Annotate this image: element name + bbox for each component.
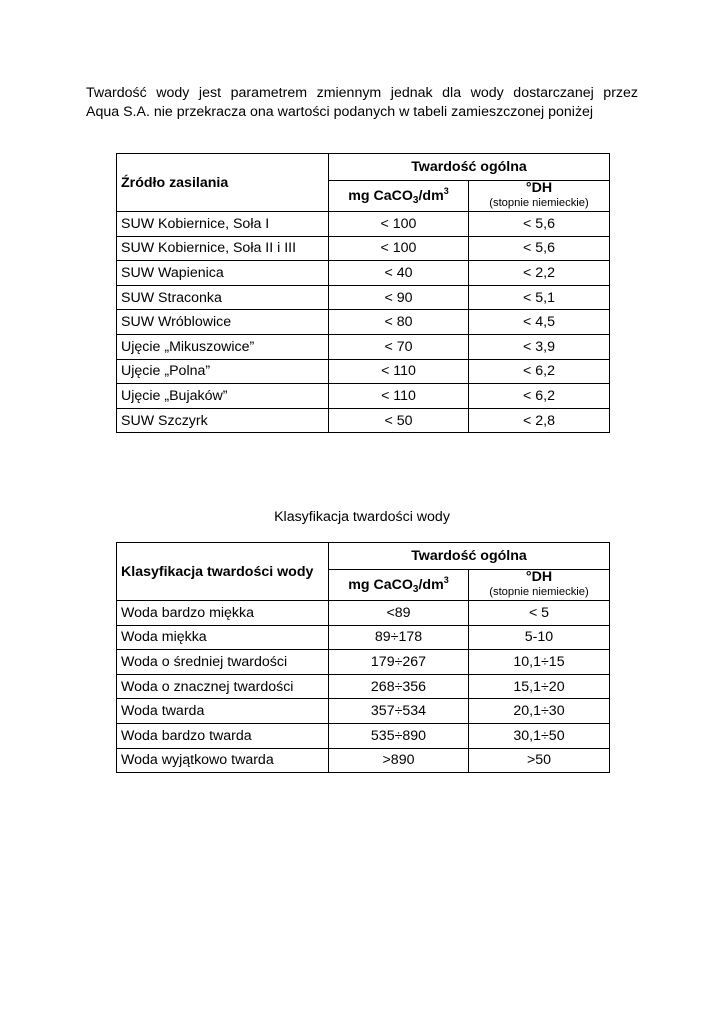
cell-name: Ujęcie „Mikuszowice” <box>117 334 329 359</box>
cell-degrees-dh: 20,1÷30 <box>469 699 610 724</box>
classification-caption: Klasyfikacja twardości wody <box>274 509 450 525</box>
cell-degrees-dh: 10,1÷15 <box>469 650 610 675</box>
cell-name: Woda twarda <box>117 699 329 724</box>
header-mg-caco3: mg $CaCO_3/dm^3$ <box>329 181 469 212</box>
cell-name: SUW Wróblowice <box>117 310 329 335</box>
table-row <box>117 699 610 724</box>
cell-degrees-dh: < 6,2 <box>469 384 610 409</box>
table-row <box>117 334 610 359</box>
intro-line-2: Aqua S.A. nie przekracza ona wartości podanych w tabeli zamieszczonej poniżej <box>86 104 594 120</box>
header-mg-caco3: mg $CaCO_3/dm^3$ <box>329 570 469 601</box>
cell-degrees-dh: < 5 <box>469 601 610 626</box>
cell-name: Ujęcie „Bujaków” <box>117 384 329 409</box>
cell-degrees-dh: < 3,9 <box>469 334 610 359</box>
cell-name: Ujęcie „Polna” <box>117 359 329 384</box>
cell-mg-caco3: <89 <box>329 601 469 626</box>
cell-mg-caco3: < 50 <box>329 408 469 433</box>
cell-degrees-dh: 15,1÷20 <box>469 674 610 699</box>
header-degrees-dh: °DH (stopnie niemieckie) <box>469 181 610 212</box>
cell-mg-caco3: 357÷534 <box>329 699 469 724</box>
cell-degrees-dh: < 4,5 <box>469 310 610 335</box>
cell-name: SUW Wapienica <box>117 261 329 286</box>
cell-mg-caco3: 179÷267 <box>329 650 469 675</box>
cell-name: Woda bardzo miękka <box>117 601 329 626</box>
cell-mg-caco3: < 40 <box>329 261 469 286</box>
cell-degrees-dh: < 5,1 <box>469 285 610 310</box>
cell-degrees-dh: < 2,8 <box>469 408 610 433</box>
cell-name: SUW Straconka <box>117 285 329 310</box>
cell-name: Woda o średniej twardości <box>117 650 329 675</box>
table-row <box>117 674 610 699</box>
header-classification: Klasyfikacja twardości wody <box>117 543 329 601</box>
cell-mg-caco3: 89÷178 <box>329 625 469 650</box>
cell-mg-caco3: < 80 <box>329 310 469 335</box>
cell-degrees-dh: 30,1÷50 <box>469 723 610 748</box>
table-row <box>117 625 610 650</box>
cell-name: Woda o znacznej twardości <box>117 674 329 699</box>
table-row <box>117 261 610 286</box>
cell-degrees-dh: < 5,6 <box>469 236 610 261</box>
header-dh-note: (stopnie niemieckie) <box>489 586 589 598</box>
header-total-hardness: Twardość ogólna <box>329 154 610 181</box>
cell-degrees-dh: < 5,6 <box>469 212 610 237</box>
table-row <box>117 384 610 409</box>
table-row <box>117 723 610 748</box>
intro-line-1: Twardość wody jest parametrem zmiennym jednak dla wody dostarczanej przez <box>86 85 638 101</box>
cell-mg-caco3: < 100 <box>329 236 469 261</box>
intro-paragraph <box>86 84 638 122</box>
cell-name: SUW Kobiernice, Soła II i III <box>117 236 329 261</box>
supply-hardness-table <box>116 153 610 433</box>
table-row <box>117 310 610 335</box>
table-row <box>117 601 610 626</box>
header-degrees-dh: °DH (stopnie niemieckie) <box>469 570 610 601</box>
table-row <box>117 748 610 773</box>
cell-mg-caco3: 535÷890 <box>329 723 469 748</box>
cell-degrees-dh: 5-10 <box>469 625 610 650</box>
cell-mg-caco3: < 110 <box>329 384 469 409</box>
cell-mg-caco3: >890 <box>329 748 469 773</box>
cell-name: SUW Kobiernice, Soła I <box>117 212 329 237</box>
cell-degrees-dh: < 6,2 <box>469 359 610 384</box>
table-row <box>117 212 610 237</box>
classification-table <box>116 542 610 773</box>
cell-name: SUW Szczyrk <box>117 408 329 433</box>
cell-mg-caco3: < 70 <box>329 334 469 359</box>
cell-name: Woda bardzo twarda <box>117 723 329 748</box>
cell-name: Woda wyjątkowo twarda <box>117 748 329 773</box>
header-dh-note: (stopnie niemieckie) <box>489 197 589 209</box>
cell-name: Woda miękka <box>117 625 329 650</box>
cell-mg-caco3: < 110 <box>329 359 469 384</box>
table-row <box>117 650 610 675</box>
table-row <box>117 408 610 433</box>
header-total-hardness: Twardość ogólna <box>329 543 610 570</box>
table-row <box>117 236 610 261</box>
table-row <box>117 285 610 310</box>
table-row <box>117 359 610 384</box>
cell-mg-caco3: < 100 <box>329 212 469 237</box>
cell-mg-caco3: 268÷356 <box>329 674 469 699</box>
cell-degrees-dh: < 2,2 <box>469 261 610 286</box>
cell-degrees-dh: >50 <box>469 748 610 773</box>
header-source: Źródło zasilania <box>117 154 329 212</box>
cell-mg-caco3: < 90 <box>329 285 469 310</box>
